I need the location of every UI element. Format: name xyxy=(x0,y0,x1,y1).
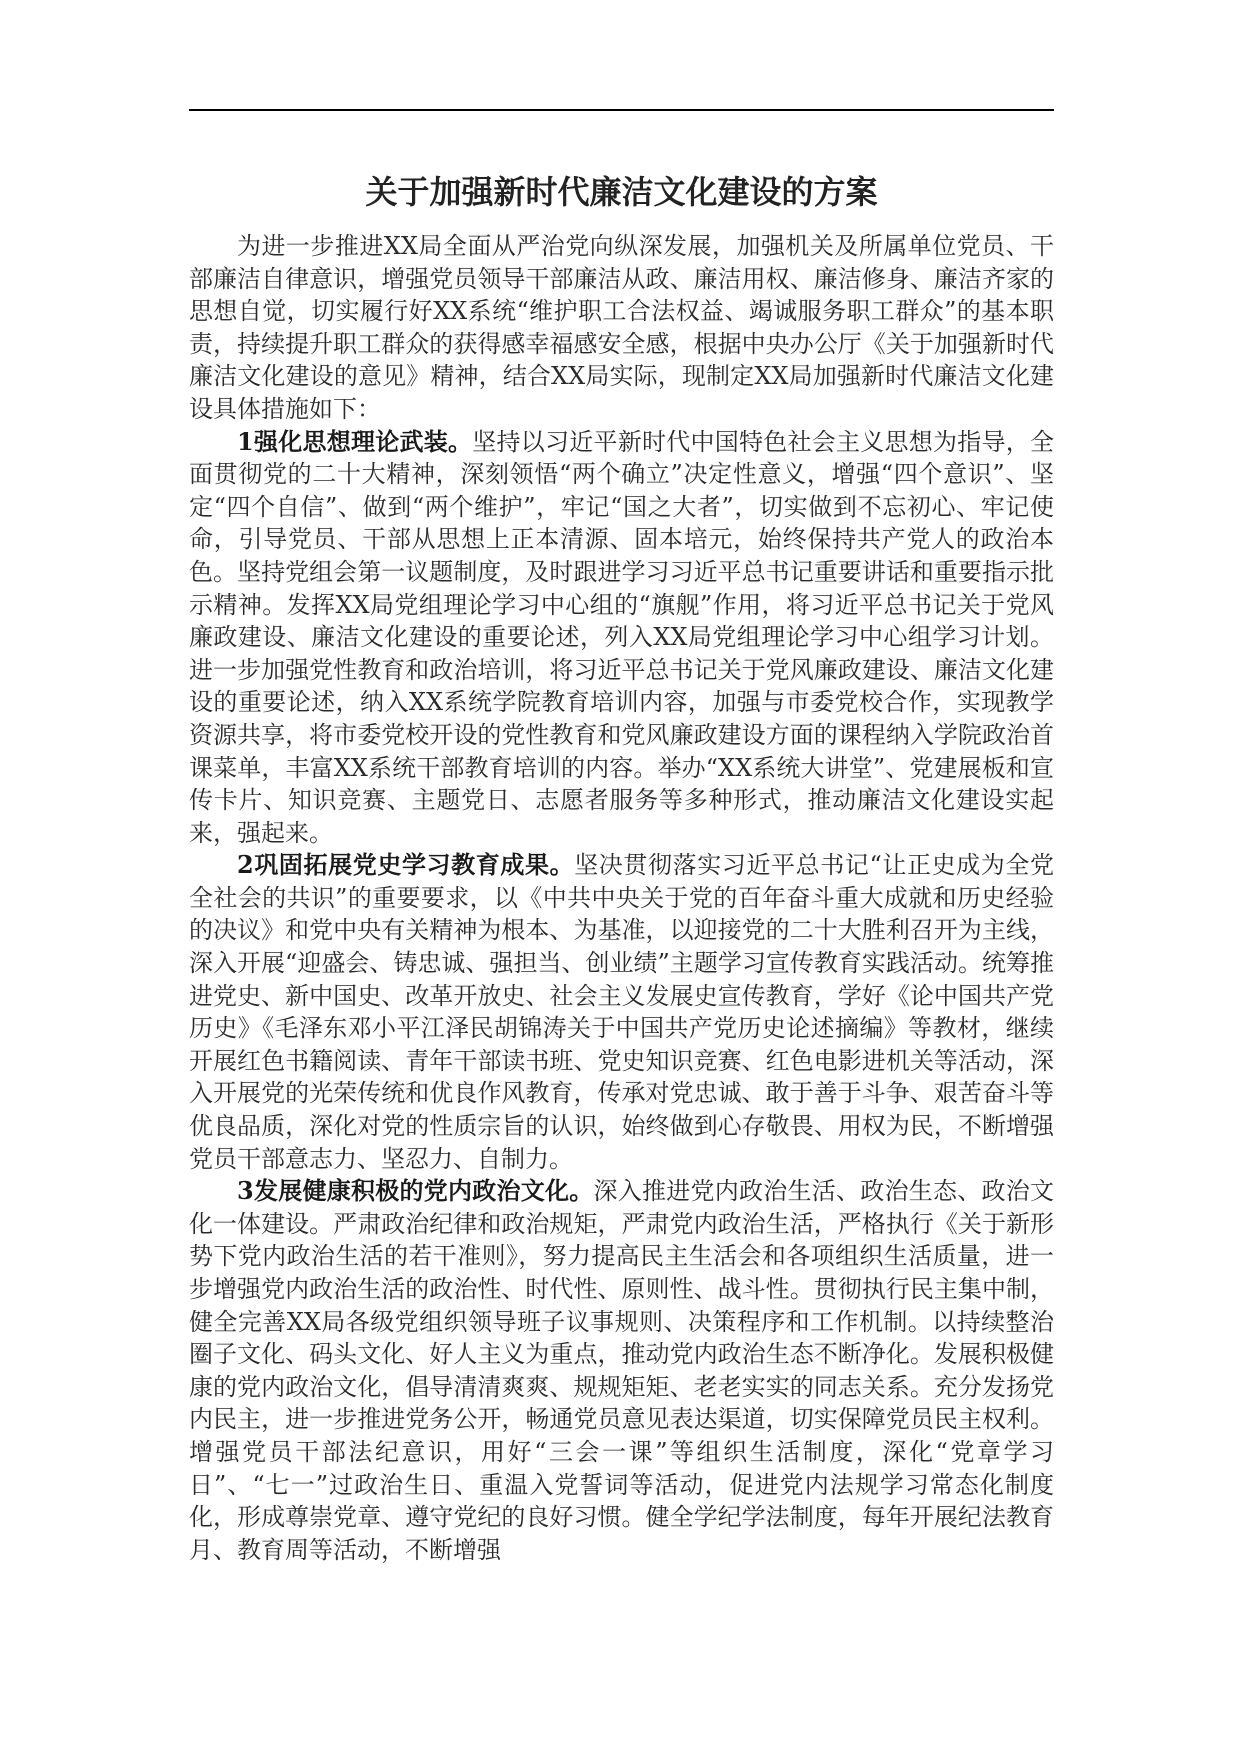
section-3-heading: 3发展健康积极的党内政治文化。 xyxy=(237,1176,594,1206)
section-3-text: 深入推进党内政治生活、政治生态、政治文化一体建设。严肃政治纪律和政治规矩，严肃党内政治生活，严格执行《关于新形势下党内政治生活的若干准则》，努力提高民主生活会和各项组织生活质量，进一步增强党内政治生活的政治性、时代性、原则性、战斗性。贯彻执行民主集中制，健全完善XX局各级党组织领导班子议事规则、决策程序和工作机制。以持续整治圈子文化、码头文化、好人主义为重点，推动党内政治生态不断净化。发展积极健康的党内政治文化，倡导清清爽爽、规规矩矩、老老实实的同志关系。充分发扬党内民主，进一步推进党务公开，畅通党员意见表达渠道，切实保障党员民主权利。增强党员干部法纪意识，用好“三会一课”等组织生活制度，深化“党章学习日”、“七一”过政治生日、重温入党誓词等活动，促进党内法规学习常态化制度化，形成尊崇党章、遵守党纪的良好习惯。健全学纪学法制度，每年开展纪法教育月、教育周等活动，不断增强 xyxy=(189,1177,1055,1564)
section-3-paragraph xyxy=(189,1175,1054,1566)
intro-paragraph: 为进一步推进XX局全面从严治党向纵深发展，加强机关及所属单位党员、干部廉洁自律意识，增强党员领导干部廉洁从政、廉洁用权、廉洁修身、廉洁齐家的思想自觉，切实履行好XX系统“维护职工合法权益、竭诚服务职工群众”的基本职责，持续提升职工群众的获得感幸福感安全感，根据中央办公厅《关于加强新时代廉洁文化建设的意见》精神，结合XX局实际，现制定XX局加强新时代廉洁文化建设具体措施如下： xyxy=(189,232,1054,423)
header-rule xyxy=(189,109,1054,111)
section-2-paragraph xyxy=(189,849,1054,1175)
document-body xyxy=(189,230,1054,1566)
section-2-heading: 2巩固拓展党史学习教育成果。 xyxy=(237,850,575,880)
section-1-text: 坚持以习近平新时代中国特色社会主义思想为指导，全面贯彻党的二十大精神，深刻领悟“两个确立”决定性意义，增强“四个意识”、坚定“四个自信”、做到“两个维护”，牢记“国之大者”，切实做到不忘初心、牢记使命，引导党员、干部从思想上正本清源、固本培元，始终保持共产党人的政治本色。坚持党组会第一议题制度，及时跟进学习习近平总书记重要讲话和重要指示批示精神。发挥XX局党组理论学习中心组的“旗舰”作用，将习近平总书记关于党风廉政建设、廉洁文化建设的重要论述，列入XX局党组理论学习中心组学习计划。进一步加强党性教育和政治培训，将习近平总书记关于党风廉政建设、廉洁文化建设的重要论述，纳入XX系统学院教育培训内容，加强与市委党校合作，实现教学资源共享，将市委党校开设的党性教育和党风廉政建设方面的课程纳入学院政治首课菜单，丰富XX系统干部教育培训的内容。举办“XX系统大讲堂”、党建展板和宣传卡片、知识竞赛、主题党日、志愿者服务等多种形式，推动廉洁文化建设实起来，强起来。 xyxy=(189,427,1054,847)
section-1-heading: 1强化思想理论武装。 xyxy=(237,426,473,456)
section-2-text: 坚决贯彻落实习近平总书记“让正史成为全党全社会的共识”的重要要求，以《中共中央关于党的百年奋斗重大成就和历史经验的决议》和党中央有关精神为根本、为基准，以迎接党的二十大胜利召开为主线，深入开展“迎盛会、铸忠诚、强担当、创业绩”主题学习宣传教育实践活动。统筹推进党史、新中国史、改革开放史、社会主义发展史宣传教育，学好《论中国共产党历史》《毛泽东邓小平江泽民胡锦涛关于中国共产党历史论述摘编》等教材，继续开展红色书籍阅读、青年干部读书班、党史知识竞赛、红色电影进机关等活动，深入开展党的光荣传统和优良作风教育，传承对党忠诚、敢于善于斗争、艰苦奋斗等优良品质，深化对党的性质宗旨的认识，始终做到心存敬畏、用权为民，不断增强党员干部意志力、坚忍力、自制力。 xyxy=(189,851,1054,1173)
document-title: 关于加强新时代廉洁文化建设的方案 xyxy=(365,173,878,211)
section-1-paragraph xyxy=(189,426,1054,850)
